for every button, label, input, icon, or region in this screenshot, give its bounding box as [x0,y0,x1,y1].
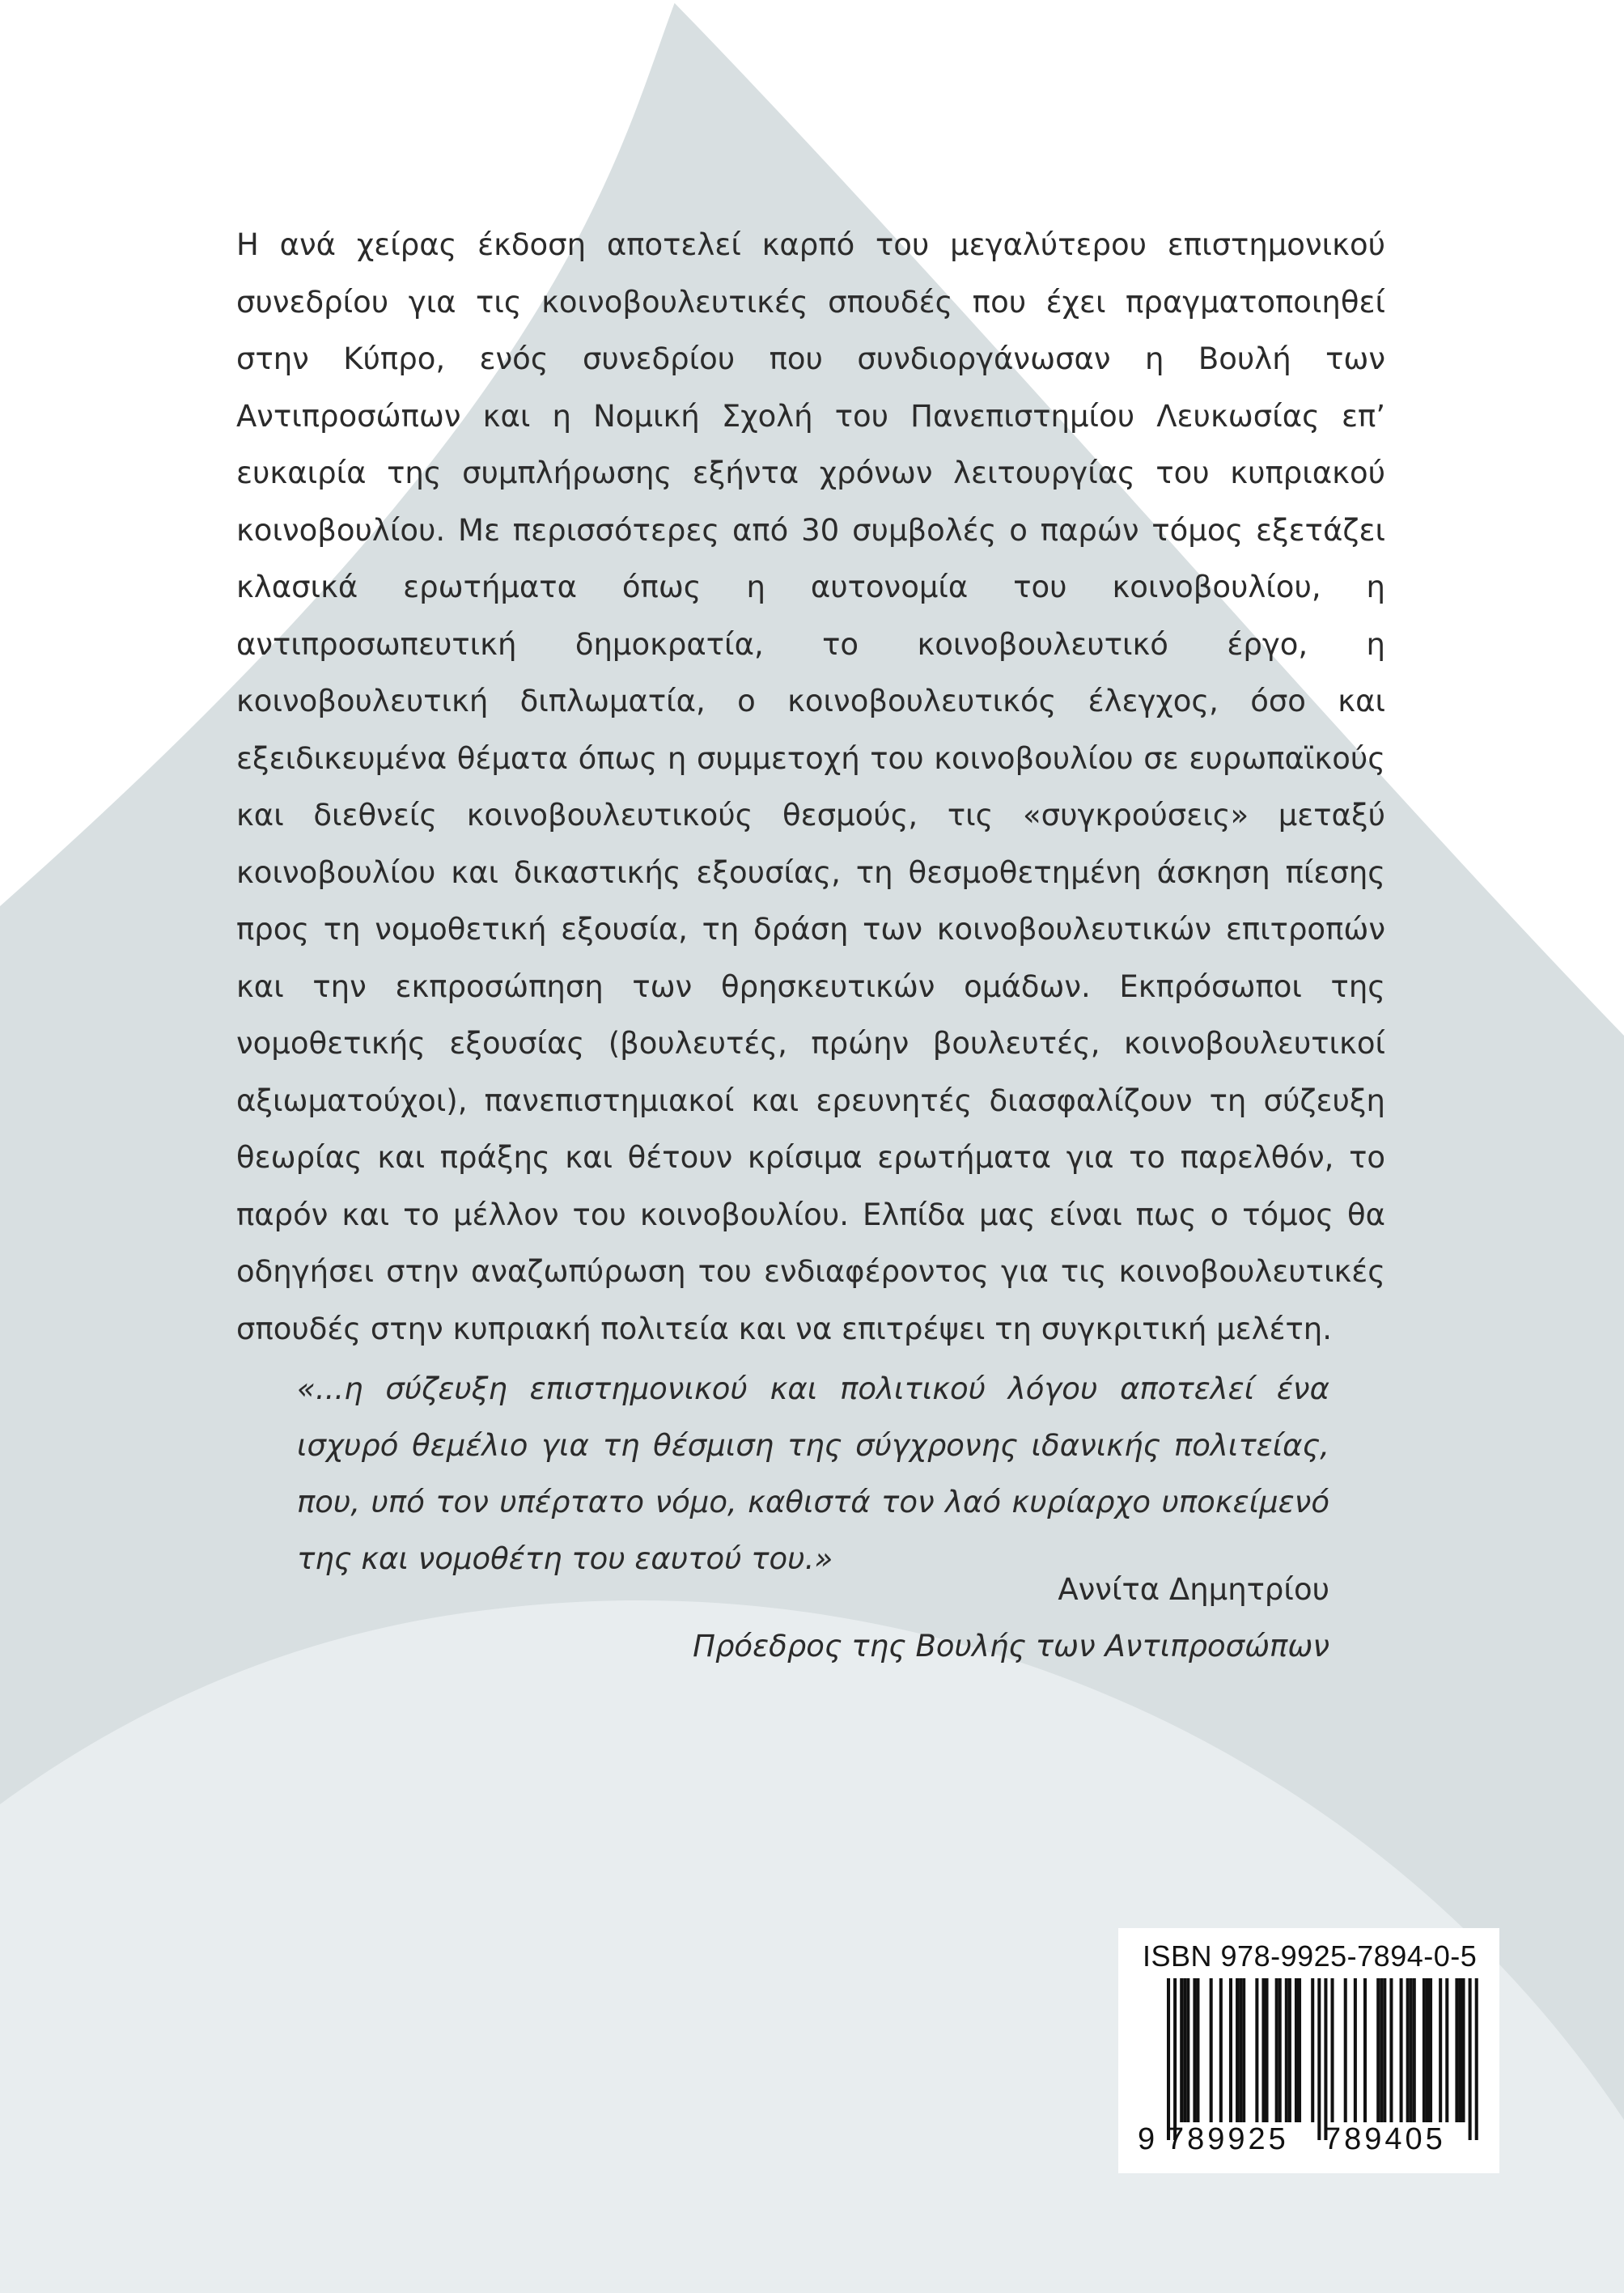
barcode-bar [1278,1978,1282,2122]
barcode-bar [1410,1978,1413,2122]
barcode-bar [1331,1978,1334,2122]
barcode-bar [1219,1978,1223,2122]
barcode-bar [1261,1978,1265,2122]
barcode-bar [1295,1978,1298,2122]
barcode-bar [1458,1978,1461,2122]
barcode-bar [1288,1978,1291,2122]
isbn-barcode [1118,1928,1499,2173]
barcode-bar [1275,1978,1278,2122]
barcode-bar [1406,1978,1410,2122]
barcode-bar [1242,1978,1245,2122]
barcode-bar [1469,1978,1472,2140]
barcode-bar [1229,1978,1232,2122]
barcode-bar [1167,1978,1170,2140]
quote-text: «...η σύζευξη επιστημονικού και πολιτικού λόγου αποτελεί ένα ισχυρό θεμέλιο για τη θέσμιση της σύγχρονης ιδανικής πολιτείας, που, υπό τον υπέρτατο νόμο, καθιστά τον λαό κυρίαρχο υποκείμενό της και νομοθέτη του εαυτού του.» [297,1371,1329,1576]
barcode-bar [1389,1978,1393,2122]
quote-author-title: Πρόεδρος της Βουλής των Αντιπροσώπων [693,1629,1329,1664]
barcode-bar [1210,1978,1213,2122]
barcode-bar [1298,1978,1301,2122]
barcode-bar [1186,1978,1189,2122]
barcode-bar [1193,1978,1196,2122]
barcode-bar [1376,1978,1380,2122]
blurb-text: Η ανά χείρας έκδοση αποτελεί καρπό του μεγαλύτερου επιστημονικού συνεδρίου για τις κοινοβουλευτικές σπουδές που έχει πραγματοποιηθεί στην Κύπρο, ενός συνεδρίου που συνδιοργάνωσαν η Βουλή των Αντιπροσώπων και η Νομική Σχολή του Πανεπιστημίου Λευκωσίας επ’ ευκαιρία της συμπλήρωσης εξήντα χρόνων λειτουργίας του κυπριακού κοινοβουλίου. Με περισσότερες από 30 συμβολές ο παρών τόμος εξετάζει κλασικά ερωτήματα όπως η αυτονομία του κοινοβουλίου, η αντιπροσωπευτική δημοκρατία, το κοινοβουλευτικό έργο, η κοινοβουλευτική διπλωματία, ο κοινοβουλευτικός έλεγχος, όσο και εξειδικευμένα θέματα όπως η συμμετοχή του κοινοβουλίου σε ευρωπαϊκούς και διεθνείς κοινοβουλευτικούς θεσμούς, τις «συγκρούσεις» μεταξύ κοινοβουλίου και δικαστικής εξουσίας, τη θεσμοθετημένη άσκηση πίεσης προς τη νομοθετική εξουσία, τη δράση των κοινοβουλευτικών επιτροπών και την εκπροσώπηση των θρησκευτικών ομάδων. Εκπρόσωποι της νομοθετικής εξουσίας (βουλευτές, πρώην βουλευτές, κοινοβουλευτικοί αξιωματούχοι), πανεπιστημιακοί και ερευνητές διασφαλίζουν τη σύζευξη θεωρίας και πράξης και θέτουν κρίσιμα ερωτήματα για το παρελθόν, το παρόν και το μέλλον του κοινοβουλίου. Ελπίδα μας είναι πως ο τόμος θα οδηγήσει στην αναζωπύρωση του ενδιαφέροντος για τις κοινοβουλευτικές σπουδές στην κυπριακή πολιτεία και να επιτρέψει τη συγκριτική μελέτη. [236,227,1385,1346]
barcode-bar [1239,1978,1242,2122]
barcode-bar [1383,1978,1386,2122]
barcode-bar [1380,1978,1383,2122]
barcode-bar [1183,1978,1186,2122]
barcode-bar [1236,1978,1239,2122]
barcode-digit-first: 9 [1138,2122,1155,2156]
barcode-bar [1475,1978,1478,2140]
barcode-bar [1413,1978,1416,2122]
barcode-bar [1439,1978,1442,2122]
barcode-bar [1285,1978,1288,2122]
barcode-bar [1255,1978,1258,2122]
barcode-bar [1400,1978,1403,2122]
barcode-digits-right: 789405 [1324,2122,1446,2156]
barcode-bar [1344,1978,1347,2122]
barcode-bar [1173,1978,1177,2140]
barcode-bar [1363,1978,1367,2122]
barcode-bar [1354,1978,1357,2122]
barcode-bar [1196,1978,1199,2122]
barcode-bar [1324,1978,1327,2140]
isbn-label: ISBN 978-9925-7894-0-5 [1143,1939,1478,1973]
barcode-bar [1429,1978,1432,2122]
barcode-bar [1455,1978,1458,2122]
barcode-bar [1462,1978,1465,2122]
barcode-bar [1317,1978,1321,2140]
barcode-bar [1180,1978,1183,2122]
barcode-bar [1445,1978,1448,2122]
barcode-digits-left: 789925 [1167,2122,1289,2156]
barcode-bar [1426,1978,1429,2122]
barcode-bar [1423,1978,1426,2122]
barcode-bar [1311,1978,1314,2122]
barcode-bar [1266,1978,1269,2122]
barcode-digits [1118,2122,1499,2163]
quote-author: Αννίτα Δημητρίου [1058,1572,1329,1607]
